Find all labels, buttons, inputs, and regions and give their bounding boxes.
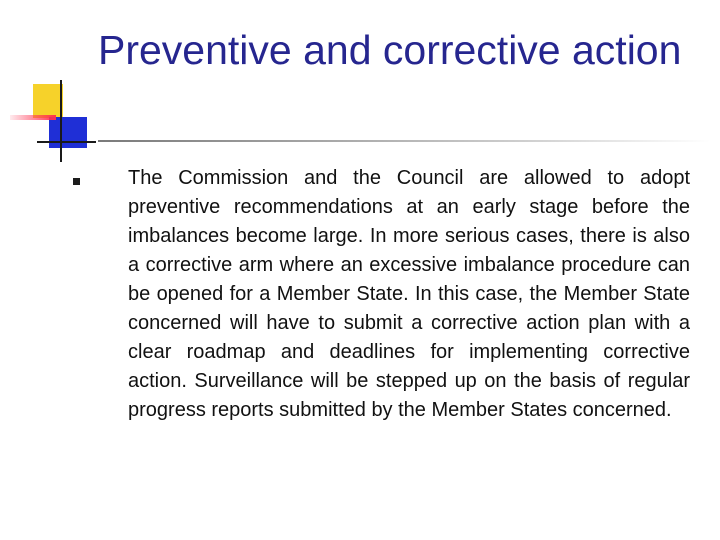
- title-divider: [98, 140, 710, 142]
- square-bullet-icon: [73, 178, 80, 185]
- logo-blue-square: [49, 117, 87, 148]
- bullet-text: The Commission and the Council are allowed to adopt preventive recommendations at an early stage before the imbalances become large. In more serious cases, there is also a corrective arm where an excessive imbalance procedure can be opened for a Member State. In this case, the Member State concerned will have to submit a corrective action plan with a clear roadmap and deadlines for implementing corrective action. Surveillance will be stepped up on the basis of regular progress reports submitted by the Member States concerned.: [128, 167, 690, 421]
- bullet-item: [128, 164, 690, 425]
- logo-red-bar: [10, 115, 56, 120]
- logo-yellow-square: [33, 84, 63, 118]
- logo-vertical-line: [60, 80, 62, 162]
- logo-horizontal-line: [37, 141, 96, 143]
- slide-title: Preventive and corrective action: [98, 27, 682, 73]
- bullet-list: [128, 164, 690, 425]
